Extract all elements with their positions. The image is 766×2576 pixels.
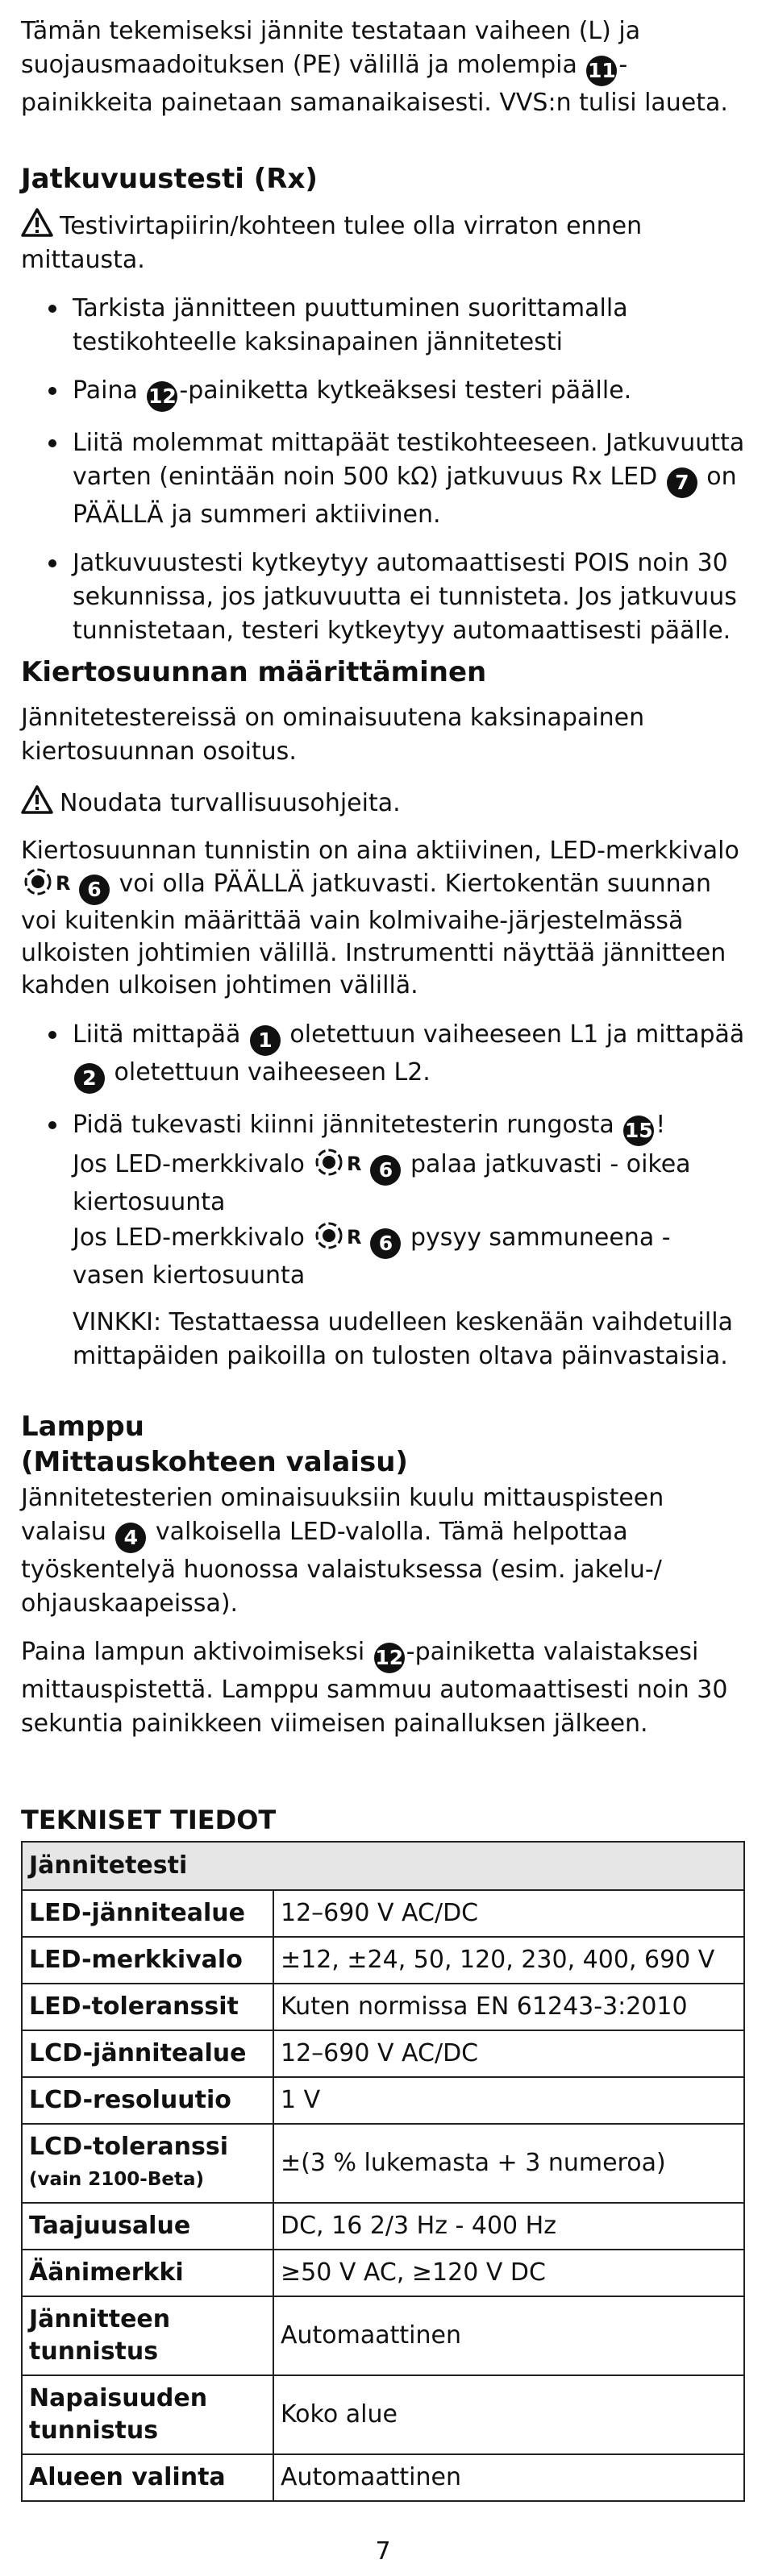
specs-title: TEKNISET TIEDOT (21, 1805, 277, 1835)
rotation-warning: Noudata turvallisuusohjeita. (21, 785, 745, 821)
specs-table (21, 1841, 745, 2502)
list-item: Liitä mittapää 1 oletettuun vaiheeseen L1 ja mittapää 2 oletettuun vaiheeseen L2. (21, 1018, 745, 1094)
list-item: Jatkuvuustesti kytkeytyy automaattisesti POIS noin 30 sekunnissa, jos jatkuvuutta ei tunnisteta. Jos jatkuvuus tunnistetaan, testeri kytkeytyy automaattisesti päälle. (21, 546, 745, 648)
badge-4-icon: 4 (115, 1523, 146, 1553)
table-row: Alueen valinta Automaattinen (22, 2454, 744, 2501)
lamp-paragraph-2: Paina lampun aktivoimiseksi 12 -painiketta valaistaksesi mittauspistettä. Lamppu sammuu automaattisesti noin 30 sekuntia painikkeen viimeisen painalluksen jälkeen. (21, 1638, 728, 1738)
badge-7-icon: 7 (667, 467, 697, 498)
table-row: LED-jännitealue 12–690 V AC/DC (22, 1890, 744, 1937)
warning-triangle-icon (21, 785, 53, 814)
continuity-list (21, 292, 745, 648)
page-number: 7 (375, 2537, 391, 2566)
rotation-paragraph: Kiertosuunnan tunnistin on aina aktiivinen, LED-merkkivalo R 6 voi olla PÄÄLLÄ jatkuvasti. Kiertokentän suunnan voi kuitenkin määrittää vain kolmivaihe-järjestelmässä ulkoisten johtimien välillä. Instrumentti näyttää jännitteen kahden ulkoisen johtimen välillä. (21, 837, 739, 999)
list-item: Tarkista jännitteen puuttuminen suorittamalla testikohteelle kaksinapainen jännitetesti (21, 292, 745, 359)
table-row: LCD-resoluutio 1 V (22, 2077, 744, 2124)
lamp-section (21, 1409, 745, 1741)
badge-15-icon: 15 (623, 1116, 654, 1146)
rotation-led-icon (23, 867, 75, 896)
rotation-title: Kiertosuunnan määrittäminen (21, 656, 487, 688)
badge-12-icon: 12 (147, 381, 177, 412)
table-section-row (22, 1842, 744, 1890)
table-row: LCD-jännitealue 12–690 V AC/DC (22, 2030, 744, 2077)
list-item: Liitä molemmat mittapäät testikohteeseen. Jatkuvuutta varten (enintään noin 500 kΩ) jatkuvuus Rx LED 7 on PÄÄLLÄ ja summeri aktiivinen. (21, 426, 745, 532)
lamp-subtitle: (Mittauskohteen valaisu) (21, 1446, 408, 1478)
table-row: LED-merkkivalo ±12, ±24, 50, 120, 230, 400, 690 V (22, 1937, 744, 1984)
rotation-intro: Jännitetestereissä on ominaisuutena kaksinapainen kiertosuunnan osoitus. (21, 704, 645, 766)
badge-1-icon: 1 (250, 1025, 281, 1056)
list-item: Paina 12 -painiketta kytkeäksesi testeri päälle. (21, 374, 745, 412)
svg-text:R: R (56, 872, 71, 895)
rotation-section (21, 654, 745, 1373)
badge-11-icon: 11 (586, 56, 617, 86)
continuity-section (21, 161, 745, 648)
table-row: Jännitteen tunnistus Automaattinen (22, 2296, 744, 2375)
tip-text: VINKKI: Testattaessa uudelleen keskenään vaihdetuilla mittapäiden paikoilla on tulosten oltava päinvastaisia. (73, 1308, 733, 1370)
badge-6-icon: 6 (370, 1155, 401, 1186)
warning-triangle-icon (21, 208, 53, 237)
table-row: LCD-toleranssi (vain 2100-Beta) ±(3 % lukemasta + 3 numeroa) (22, 2124, 744, 2203)
continuity-warning: Testivirtapiirin/kohteen tulee olla virraton ennen mittausta. (21, 208, 745, 277)
lamp-paragraph-1: Jännitetesterien ominaisuuksiin kuulu mittauspisteen valaisu 4 valkoisella LED-valolla. Tämä helpottaa työskentelyä huonossa valaistuksessa (esim. jakelu-/ ohjauskaapeissa). (21, 1484, 664, 1618)
badge-2-icon: 2 (74, 1063, 105, 1094)
list-item: Pidä tukevasti kiinni jännitetesterin rungosta 15 ! Jos LED-merkkivalo R 6 palaa jatkuvasti - oikea kiertosuunta Jos LED-merkkivalo R 6 pysyy sammuneena - vasen kiertosuunta VINKKI: Testattaessa uudelleen keskenään vaihdetuilla mittapäiden paikoilla on tulosten oltava päinvastaisia. (21, 1108, 745, 1373)
intro-paragraph: Tämän tekemiseksi jännite testataan vaiheen (L) ja suojausmaadoituksen (PE) välillä ja molempia 11 -painikkeita painetaan samanaikaisesti. VVS:n tulisi laueta. (21, 17, 728, 117)
table-row: LED-toleranssit Kuten normissa EN 61243-3:2010 (22, 1984, 744, 2030)
rotation-list (21, 1018, 745, 1373)
table-row: Äänimerkki ≥50 V AC, ≥120 V DC (22, 2250, 744, 2296)
rotation-led-icon (314, 1148, 366, 1177)
intro-block (21, 15, 745, 120)
section-header: Jännitetesti (22, 1842, 744, 1890)
badge-6-icon: 6 (79, 875, 110, 905)
table-row: Taajuusalue DC, 16 2/3 Hz - 400 Hz (22, 2203, 744, 2250)
specs-section (21, 1802, 745, 2502)
svg-text:R: R (347, 1226, 362, 1249)
svg-text:R: R (347, 1153, 362, 1175)
rotation-led-icon (314, 1221, 366, 1250)
badge-6-icon: 6 (370, 1228, 401, 1259)
lamp-title: Lamppu (21, 1411, 144, 1443)
badge-12-icon: 12 (374, 1643, 405, 1673)
table-row: Napaisuuden tunnistus Koko alue (22, 2375, 744, 2454)
continuity-title: Jatkuvuustesti (Rx) (21, 163, 318, 195)
